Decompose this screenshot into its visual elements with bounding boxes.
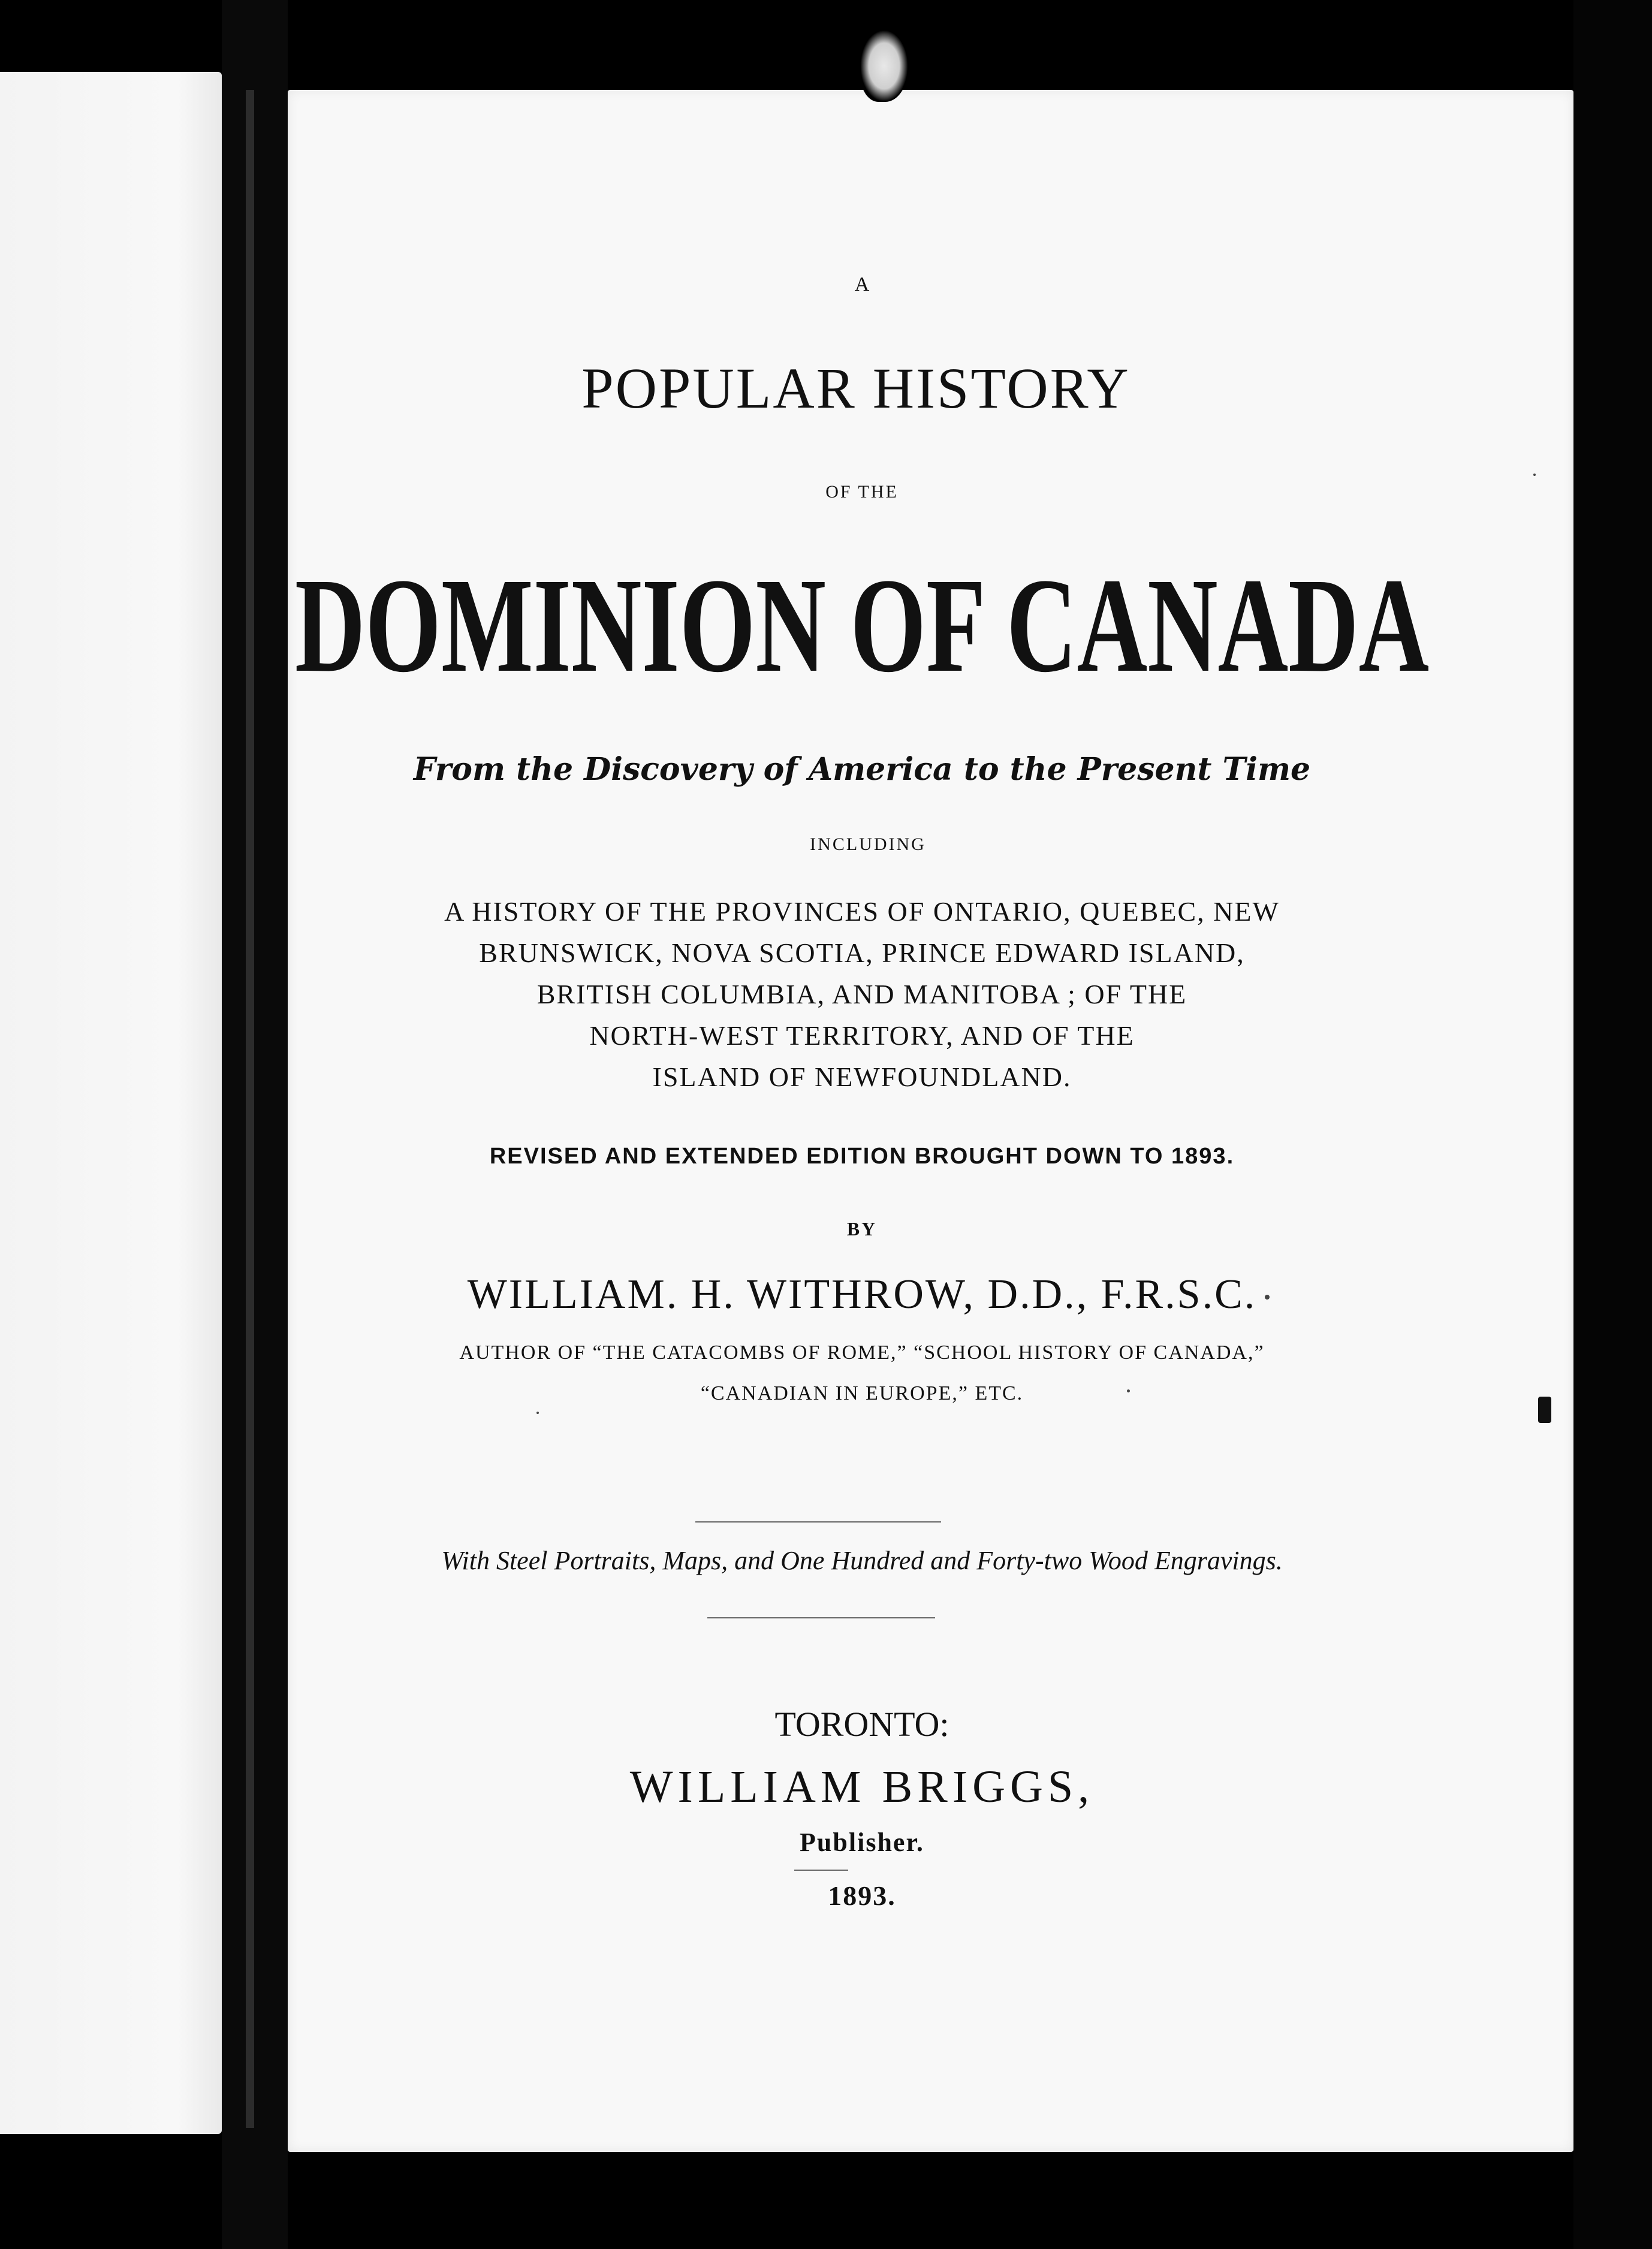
- by-label: BY: [846, 1218, 878, 1240]
- imprint-place: TORONTO:: [774, 1705, 949, 1744]
- paper-tear-mark: [860, 30, 908, 102]
- provinces-line-4: NORTH-WEST TERRITORY, AND OF THE: [589, 1020, 1135, 1051]
- right-dark-edge: [1573, 0, 1652, 2249]
- imprint-publisher-name: WILLIAM BRIGGS,: [629, 1762, 1095, 1812]
- imprint-year: 1893.: [828, 1880, 896, 1911]
- year-rule: [794, 1870, 848, 1871]
- title-of-the: OF THE: [825, 482, 899, 502]
- subtitle-discovery: From the Discovery of America to the Present Time: [413, 751, 1311, 788]
- provinces-line-3: BRITISH COLUMBIA, AND MANITOBA ; OF THE: [536, 979, 1187, 1009]
- paper-speck: [1265, 1295, 1270, 1300]
- provinces-line-2: BRUNSWICK, NOVA SCOTIA, PRINCE EDWARD ISLAND,: [479, 937, 1245, 968]
- illustrations-note: With Steel Portraits, Maps, and One Hundred and Forty-two Wood Engravings.: [441, 1546, 1283, 1575]
- author-name: WILLIAM. H. WITHROW, D.D., F.R.S.C.: [467, 1271, 1257, 1318]
- including-label: INCLUDING: [810, 834, 926, 854]
- title-article: A: [854, 273, 870, 296]
- edition-statement: REVISED AND EXTENDED EDITION BROUGHT DOWN TO 1893.: [489, 1144, 1235, 1169]
- provinces-line-1: A HISTORY OF THE PROVINCES OF ONTARIO, QUEBEC, NEW: [444, 896, 1280, 927]
- imprint-publisher-label: Publisher.: [800, 1828, 924, 1857]
- book-gutter: [222, 0, 288, 2249]
- title-popular-history: POPULAR HISTORY: [581, 356, 1131, 420]
- title-dominion-of-canada: [0, 550, 1652, 700]
- divider-rule-lower: [707, 1617, 935, 1618]
- author-works-line-1: AUTHOR OF “THE CATACOMBS OF ROME,” “SCHOOL HISTORY OF CANADA,”: [459, 1341, 1265, 1364]
- paper-speck: [1533, 474, 1536, 476]
- provinces-line-5: ISLAND OF NEWFOUNDLAND.: [652, 1062, 1072, 1092]
- paper-speck: [536, 1412, 539, 1414]
- divider-rule-upper: [695, 1521, 941, 1523]
- author-works-line-2: “CANADIAN IN EUROPE,” ETC.: [700, 1382, 1024, 1404]
- paper-speck: [1127, 1389, 1130, 1392]
- title-dominion-text: DOMINION OF CANADA: [294, 550, 1430, 700]
